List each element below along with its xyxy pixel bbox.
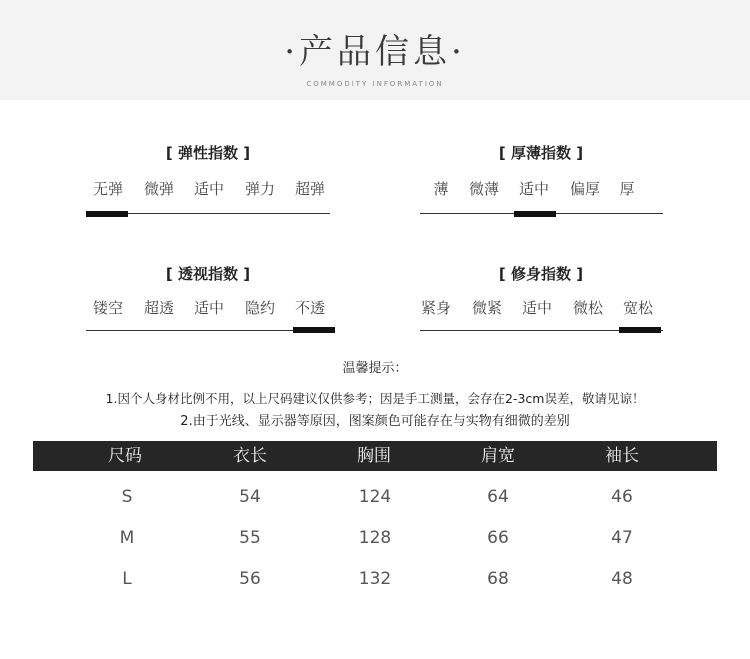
elasticity-index: [83, 142, 333, 222]
table-cell: 68: [487, 569, 509, 589]
table-cell: 47: [611, 528, 633, 548]
scale-option: 适中: [518, 180, 549, 198]
column-header: 衣长: [233, 446, 267, 466]
page-title: ·产品信息·: [284, 32, 466, 72]
table-cell: 56: [239, 569, 261, 589]
scale-selected-marker: [293, 327, 335, 333]
thickness-index: [416, 142, 666, 222]
scale-option: 微薄: [468, 180, 499, 198]
scale-option: 适中: [521, 299, 552, 317]
scale-option: 宽松: [622, 299, 653, 317]
scale-option: 微松: [572, 299, 603, 317]
index-title: [ 透视指数 ]: [165, 265, 251, 283]
scale-option: 紧身: [420, 299, 451, 317]
scale-option: 适中: [193, 180, 224, 198]
table-cell: 46: [611, 487, 633, 507]
scale-selected-marker: [514, 211, 556, 217]
column-header: 袖长: [605, 446, 639, 466]
table-cell: 55: [239, 528, 261, 548]
scale-option: 微弹: [143, 180, 174, 198]
table-row: [33, 559, 717, 600]
table-cell: 54: [239, 487, 261, 507]
scale-option: 厚: [619, 180, 635, 198]
tips-line-1: 1.因个人身材比例不用，以上尺码建议仅供参考；因是手工测量，会存在2-3cm误差，敬请见谅！: [105, 391, 645, 406]
table-cell: L: [122, 569, 132, 589]
scale-option: 隐约: [244, 299, 275, 317]
column-header: 胸围: [357, 446, 391, 466]
scale-option: 薄: [433, 180, 449, 198]
tips-line-2: 2.由于光线、显示器等原因，图案颜色可能存在与实物有细微的差别: [180, 414, 570, 429]
scale-option: 超弹: [294, 180, 325, 198]
size-table: [33, 441, 717, 600]
table-cell: 64: [487, 487, 509, 507]
table-cell: 66: [487, 528, 509, 548]
column-header: 肩宽: [481, 446, 515, 466]
index-title: [ 厚薄指数 ]: [498, 144, 584, 162]
index-title: [ 修身指数 ]: [498, 265, 584, 283]
scale-option: 不透: [294, 299, 325, 317]
table-row: [33, 477, 717, 518]
table-cell: 128: [358, 528, 392, 548]
table-row: [33, 518, 717, 559]
header-banner: [0, 0, 750, 100]
scale-selected-marker: [86, 211, 128, 217]
table-cell: 132: [358, 569, 392, 589]
column-header: 尺码: [108, 446, 142, 466]
fit-index: [416, 263, 666, 343]
scale-option: 镂空: [92, 299, 123, 317]
table-cell: M: [119, 528, 135, 548]
scale-option: 无弹: [92, 180, 123, 198]
scale-option: 适中: [193, 299, 224, 317]
scale-option: 超透: [143, 299, 174, 317]
table-cell: 124: [358, 487, 392, 507]
scale-option: 偏厚: [569, 180, 600, 198]
transparency-index: [83, 263, 333, 343]
size-table-header: [33, 441, 717, 471]
table-cell: 48: [611, 569, 633, 589]
page-subtitle: COMMODITY INFORMATION: [306, 80, 444, 88]
scale-option: 弹力: [244, 180, 275, 198]
tips-heading: 温馨提示：: [342, 361, 408, 376]
scale-option: 微紧: [471, 299, 502, 317]
table-cell: S: [121, 487, 133, 507]
scale-selected-marker: [619, 327, 661, 333]
index-title: [ 弹性指数 ]: [165, 144, 251, 162]
